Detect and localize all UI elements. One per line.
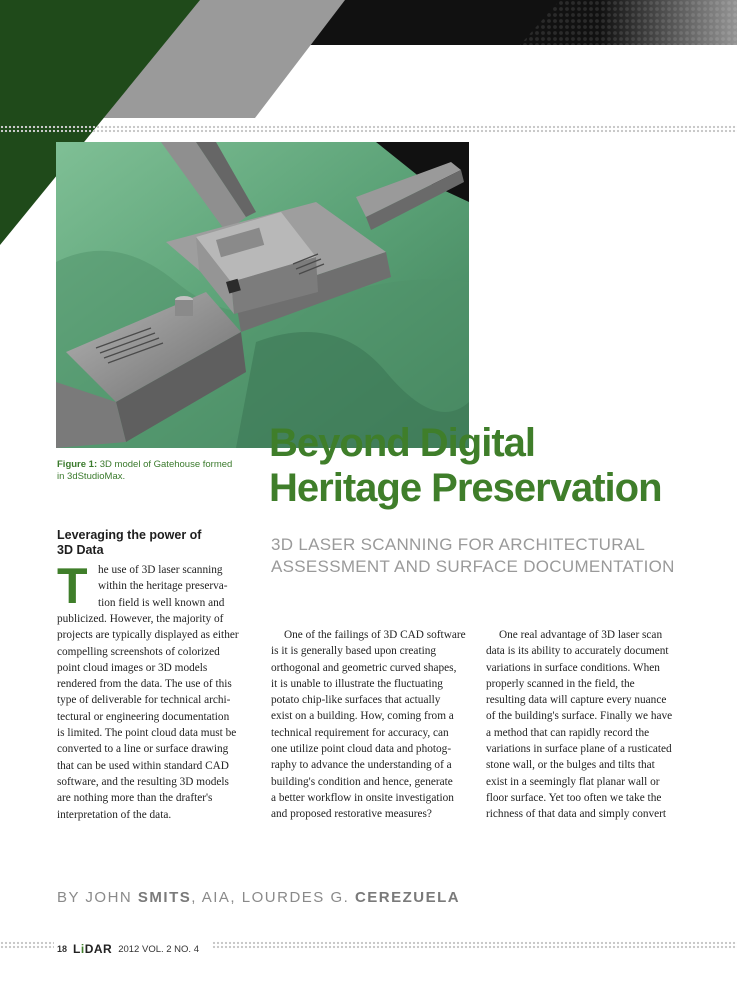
logo-part: DAR — [84, 942, 113, 956]
text-line: richness of that data and simply convert — [486, 808, 667, 821]
text-line: resulting data will capture every nuance — [486, 694, 667, 707]
issue-info: 2012 VOL. 2 NO. 4 — [118, 943, 199, 955]
text-line: is limited. The point cloud data must be — [57, 727, 237, 740]
byline-mid: , AIA, LOURDES G. — [191, 889, 355, 906]
text-line: building's condition and hence, generate — [271, 775, 453, 788]
page-number: 18 — [57, 944, 68, 954]
text-line: is it is generally based upon creating — [271, 645, 437, 658]
subtitle-line: 3D LASER SCANNING FOR ARCHITECTURAL — [271, 535, 646, 554]
column-2 — [271, 627, 481, 823]
subtitle-line: ASSESSMENT AND SURFACE DOCUMENTATION — [271, 557, 675, 576]
section-heading — [57, 528, 257, 558]
text-line: One of the failings of 3D CAD software — [284, 629, 466, 641]
text-line: stone wall, or the bulges and tilts that — [486, 759, 655, 772]
text-line: within the heritage preserva- — [98, 580, 228, 593]
column-1-indented — [98, 562, 268, 611]
text-line: it is unable to illustrate the fluctuating — [271, 677, 443, 690]
section-heading-line: 3D Data — [57, 543, 104, 557]
text-line: projects are typically displayed as either — [57, 629, 239, 642]
gatehouse-3d-model-figure — [56, 142, 469, 448]
text-line: type of deliverable for technical archi- — [57, 694, 231, 707]
column-3 — [486, 627, 701, 823]
logo-part: i — [80, 942, 85, 956]
text-line: tectural or engineering documentation — [57, 710, 230, 723]
text-line: floor surface. Yet too often we take the — [486, 791, 662, 804]
text-line: of the building's surface. Finally we have — [486, 710, 673, 723]
section-heading-line: Leveraging the power of — [57, 528, 202, 542]
text-line: technical requirement for accuracy, can — [271, 726, 449, 739]
text-line: converted to a line or surface drawing — [57, 743, 229, 756]
text-line: tion field is well known and — [98, 596, 225, 609]
page-footer — [57, 942, 199, 956]
column-1 — [57, 611, 267, 823]
dot-divider-footer-right — [212, 941, 737, 949]
article-subtitle — [271, 534, 711, 578]
text-line: rendered from the data. The use of this — [57, 678, 232, 691]
byline-prefix: BY JOHN — [57, 889, 138, 906]
byline-author-1: SMITS — [137, 889, 192, 906]
text-line: compelling screenshots of colorized — [57, 645, 220, 658]
author-byline — [57, 889, 460, 907]
text-line: exist on a building. How, coming from a — [271, 710, 454, 723]
article-title — [269, 421, 729, 511]
text-line: variations in surface plane of a rusticated — [486, 743, 672, 756]
title-line: Heritage Preservation — [269, 466, 662, 510]
text-line: data is its ability to accurately document — [486, 645, 669, 658]
text-line: potato chip-like surfaces that actually — [271, 694, 441, 707]
text-line: exist in a seemingly flat planar wall or — [486, 775, 660, 788]
logo-part: L — [73, 942, 81, 956]
text-line: point cloud images or 3D models — [57, 661, 208, 674]
caption-text: 3D model of Gatehouse formed in 3dStudioMax. — [57, 459, 233, 482]
text-line: and proposed restorative measures? — [271, 808, 432, 821]
text-line: a method that can rapidly record the — [486, 726, 650, 739]
text-line: One real advantage of 3D laser scan — [499, 629, 663, 641]
text-line: a better workflow in onsite investigation — [271, 791, 454, 804]
text-line: properly scanned in the field, the — [486, 677, 635, 690]
text-line: are nothing more than the drafter's — [57, 792, 213, 805]
text-line: interpretation of the data. — [57, 808, 172, 821]
text-line: publicized. However, the majority of — [57, 613, 224, 625]
title-line: Beyond Digital — [269, 421, 536, 465]
caption-label: Figure 1: — [57, 459, 98, 470]
dot-divider-top — [0, 125, 737, 133]
text-line: raphy to advance the understanding of a — [271, 759, 452, 772]
byline-author-2: CEREZUELA — [354, 889, 461, 906]
text-line: that can be used within standard CAD — [57, 759, 229, 772]
dot-divider-footer-left — [0, 941, 54, 949]
text-line: variations in surface conditions. When — [486, 661, 660, 674]
figure-caption — [57, 459, 237, 483]
text-line: he use of 3D laser scanning — [98, 564, 223, 576]
text-line: orthogonal and geometric curved shapes, — [271, 661, 457, 674]
lidar-logo — [73, 942, 112, 956]
drop-cap: T — [57, 558, 88, 614]
text-line: one utilize point cloud data and photog- — [271, 743, 452, 756]
text-line: software, and the resulting 3D models — [57, 775, 229, 788]
gatehouse-render — [56, 142, 469, 448]
